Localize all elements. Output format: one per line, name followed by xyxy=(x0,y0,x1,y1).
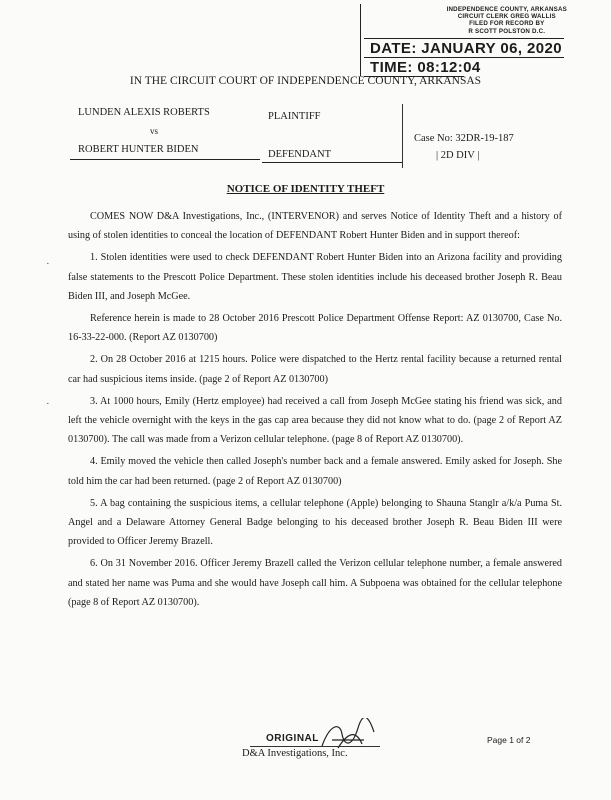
reference-paragraph: Reference herein is made to 28 October 2016 Prescott Police Department Offense Report: AZ 0130700, Case No. 16-33-22-000. (Report AZ 0130700) xyxy=(68,313,562,344)
defendant-name: ROBERT HUNTER BIDEN xyxy=(78,144,199,155)
paragraph-3: 3. At 1000 hours, Emily (Hertz employee) had received a call from Joseph McGee stating his friend was sick, and left the vehicle overnight with the keys in the gas cap area because they did not know what to do. (page 2 of Report AZ 0130700). The call was made from a Verizon cellular telephone. (page 8 of Report AZ 0130700). xyxy=(68,395,562,446)
time-value: 08:12:04 xyxy=(417,59,481,76)
document-title: NOTICE OF IDENTITY THEFT xyxy=(226,183,385,195)
signature-company: D&A Investigations, Inc. xyxy=(242,748,348,759)
margin-mark: · xyxy=(46,398,50,410)
paragraph-1: 1. Stolen identities were used to check DEFENDANT Robert Hunter Biden into an Arizona facility and providing false statements to the Prescott Police Department. These stolen identities include his deceased brother Joseph R. Beau Biden III, and Joseph McGee. xyxy=(68,252,562,302)
paragraph-4: 4. Emily moved the vehicle then called Joseph's number back and a female answered. Emily asked for Joseph. She told him the car had been returned. (page 2 of Report AZ 0130700) xyxy=(68,456,562,487)
stamp-filed: FILED FOR RECORD BY xyxy=(469,20,545,28)
date-value: JANUARY 06, 2020 xyxy=(421,40,562,57)
caption-divider xyxy=(402,104,403,168)
versus: vs xyxy=(150,126,159,136)
stamp-rule-top xyxy=(364,38,564,39)
signature-label: ORIGINAL xyxy=(266,733,319,744)
stamp-time xyxy=(370,59,481,76)
time-label: TIME: xyxy=(370,59,413,76)
plaintiff-name: LUNDEN ALEXIS ROBERTS xyxy=(78,107,210,118)
date-label: DATE: xyxy=(370,40,417,57)
stamp-divider xyxy=(360,4,361,76)
court-heading: IN THE CIRCUIT COURT OF INDEPENDENCE COUNTY, ARKANSAS xyxy=(129,75,482,87)
caption-rule-mid xyxy=(262,162,402,163)
stamp-deputy: R SCOTT POLSTON D.C. xyxy=(468,27,546,35)
plaintiff-role: PLAINTIFF xyxy=(268,111,321,122)
paragraph-2: 2. On 28 October 2016 at 1215 hours. Police were dispatched to the Hertz rental facility because a returned rental car had suspicious items inside. (page 2 of Report AZ 0130700) xyxy=(68,354,562,385)
intro-paragraph: COMES NOW D&A Investigations, Inc., (INTERVENOR) and serves Notice of Identity Theft and a history of using of stolen identities to conceal the location of DEFENDANT Robert Hunter Biden and in support thereof: xyxy=(68,211,562,242)
document-body xyxy=(68,207,562,612)
page-number: Page 1 of 2 xyxy=(487,735,531,745)
paragraph-6: 6. On 31 November 2016. Officer Jeremy Brazell called the Verizon cellular telephone number, a female answered and stated her name was Puma and she would have Joseph call him. A Subpoena was obtained for the cellular telephone (page 8 of Report AZ 0130700). xyxy=(68,558,562,608)
filing-stamp xyxy=(447,6,567,35)
stamp-date xyxy=(370,40,562,57)
paragraph-5: 5. A bag containing the suspicious items, a cellular telephone (Apple) belonging to Shauna Stanglr a/k/a Puma St. Angel and a Delaware Attorney General Badge belonging to his deceased brother Joseph R. Beau Biden III were provided to Officer Jeremy Brazell. xyxy=(68,497,562,548)
stamp-clerk: CIRCUIT CLERK GREG WALLIS xyxy=(457,13,556,21)
caption-rule-left xyxy=(70,159,260,160)
defendant-role: DEFENDANT xyxy=(268,149,331,160)
stamp-rule-mid xyxy=(364,57,564,58)
margin-mark: · xyxy=(46,258,50,270)
division: | 2D DIV | xyxy=(436,150,480,161)
case-number: Case No: 32DR-19-187 xyxy=(414,133,514,144)
stamp-county: INDEPENDENCE COUNTY, ARKANSAS xyxy=(446,6,567,13)
signature-line xyxy=(250,746,380,747)
